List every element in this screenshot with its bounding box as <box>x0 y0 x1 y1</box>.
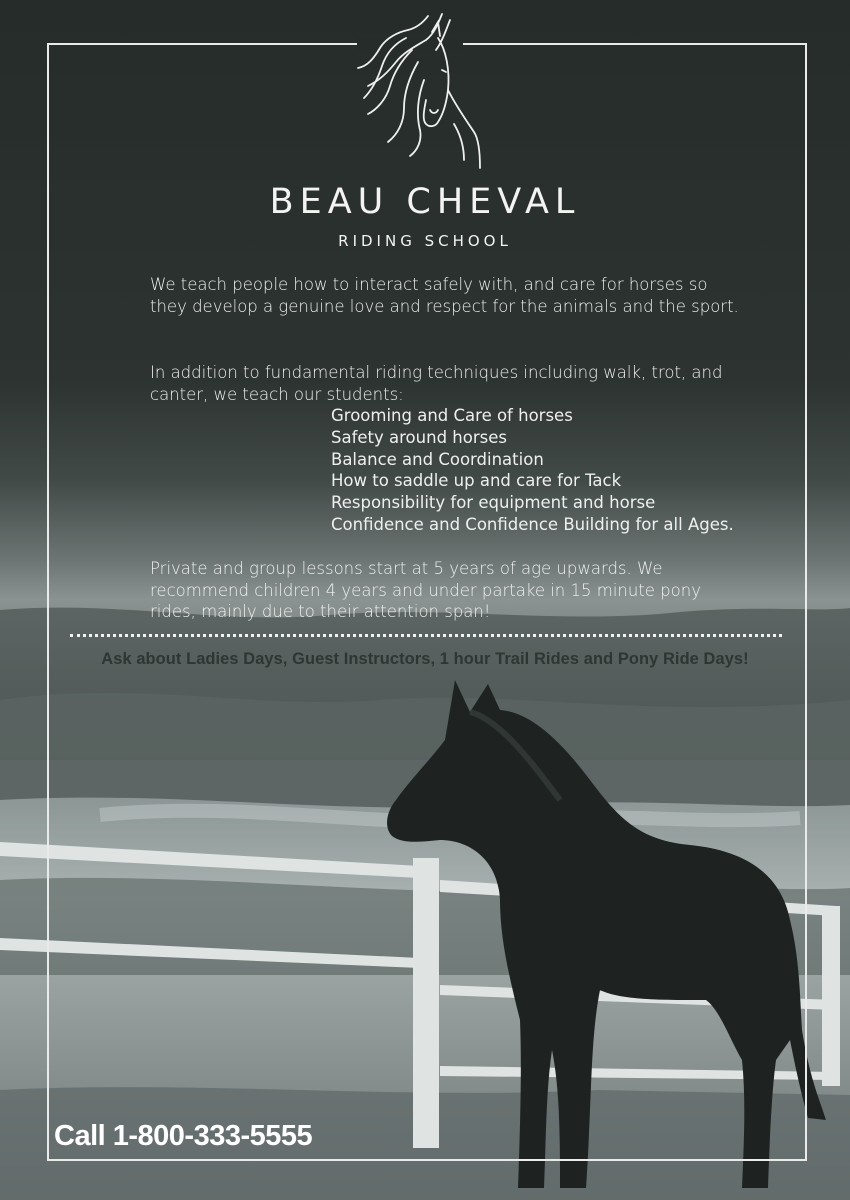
promo-banner: Ask about Ladies Days, Guest Instructors, 1 hour Trail Rides and Pony Ride Days! <box>101 650 749 668</box>
skill-item: Grooming and Care of horses <box>331 406 573 425</box>
horse-head-logo-icon <box>346 10 482 170</box>
brand-subtitle: RIDING SCHOOL <box>338 232 512 250</box>
phone-number[interactable]: Call 1-800-333-5555 <box>54 1120 313 1152</box>
skill-item: How to saddle up and care for Tack <box>331 471 622 491</box>
skill-item: Responsibility for equipment and horse <box>331 493 656 513</box>
skill-item: Balance and Coordination <box>331 449 544 469</box>
brand-title: BEAU CHEVAL <box>269 182 581 222</box>
lessons-paragraph: Private and group lessons start at 5 years of age upwards. We recommend children 4 years and under partake in 15 minute pony rides, mainly due to their attention span! <box>150 559 701 621</box>
skill-item: Confidence and Confidence Building for all Ages. <box>331 514 734 534</box>
intro-paragraph: We teach people how to interact safely with, and care for horses so they develop a genuine love and respect for the animals and the sport. <box>150 275 739 316</box>
dotted-divider <box>70 634 782 637</box>
skills-list <box>331 405 734 536</box>
skills-intro-paragraph: In addition to fundamental riding techniques including walk, trot, and canter, we teach our students: <box>150 363 723 404</box>
skill-item: Safety around horses <box>331 427 507 447</box>
